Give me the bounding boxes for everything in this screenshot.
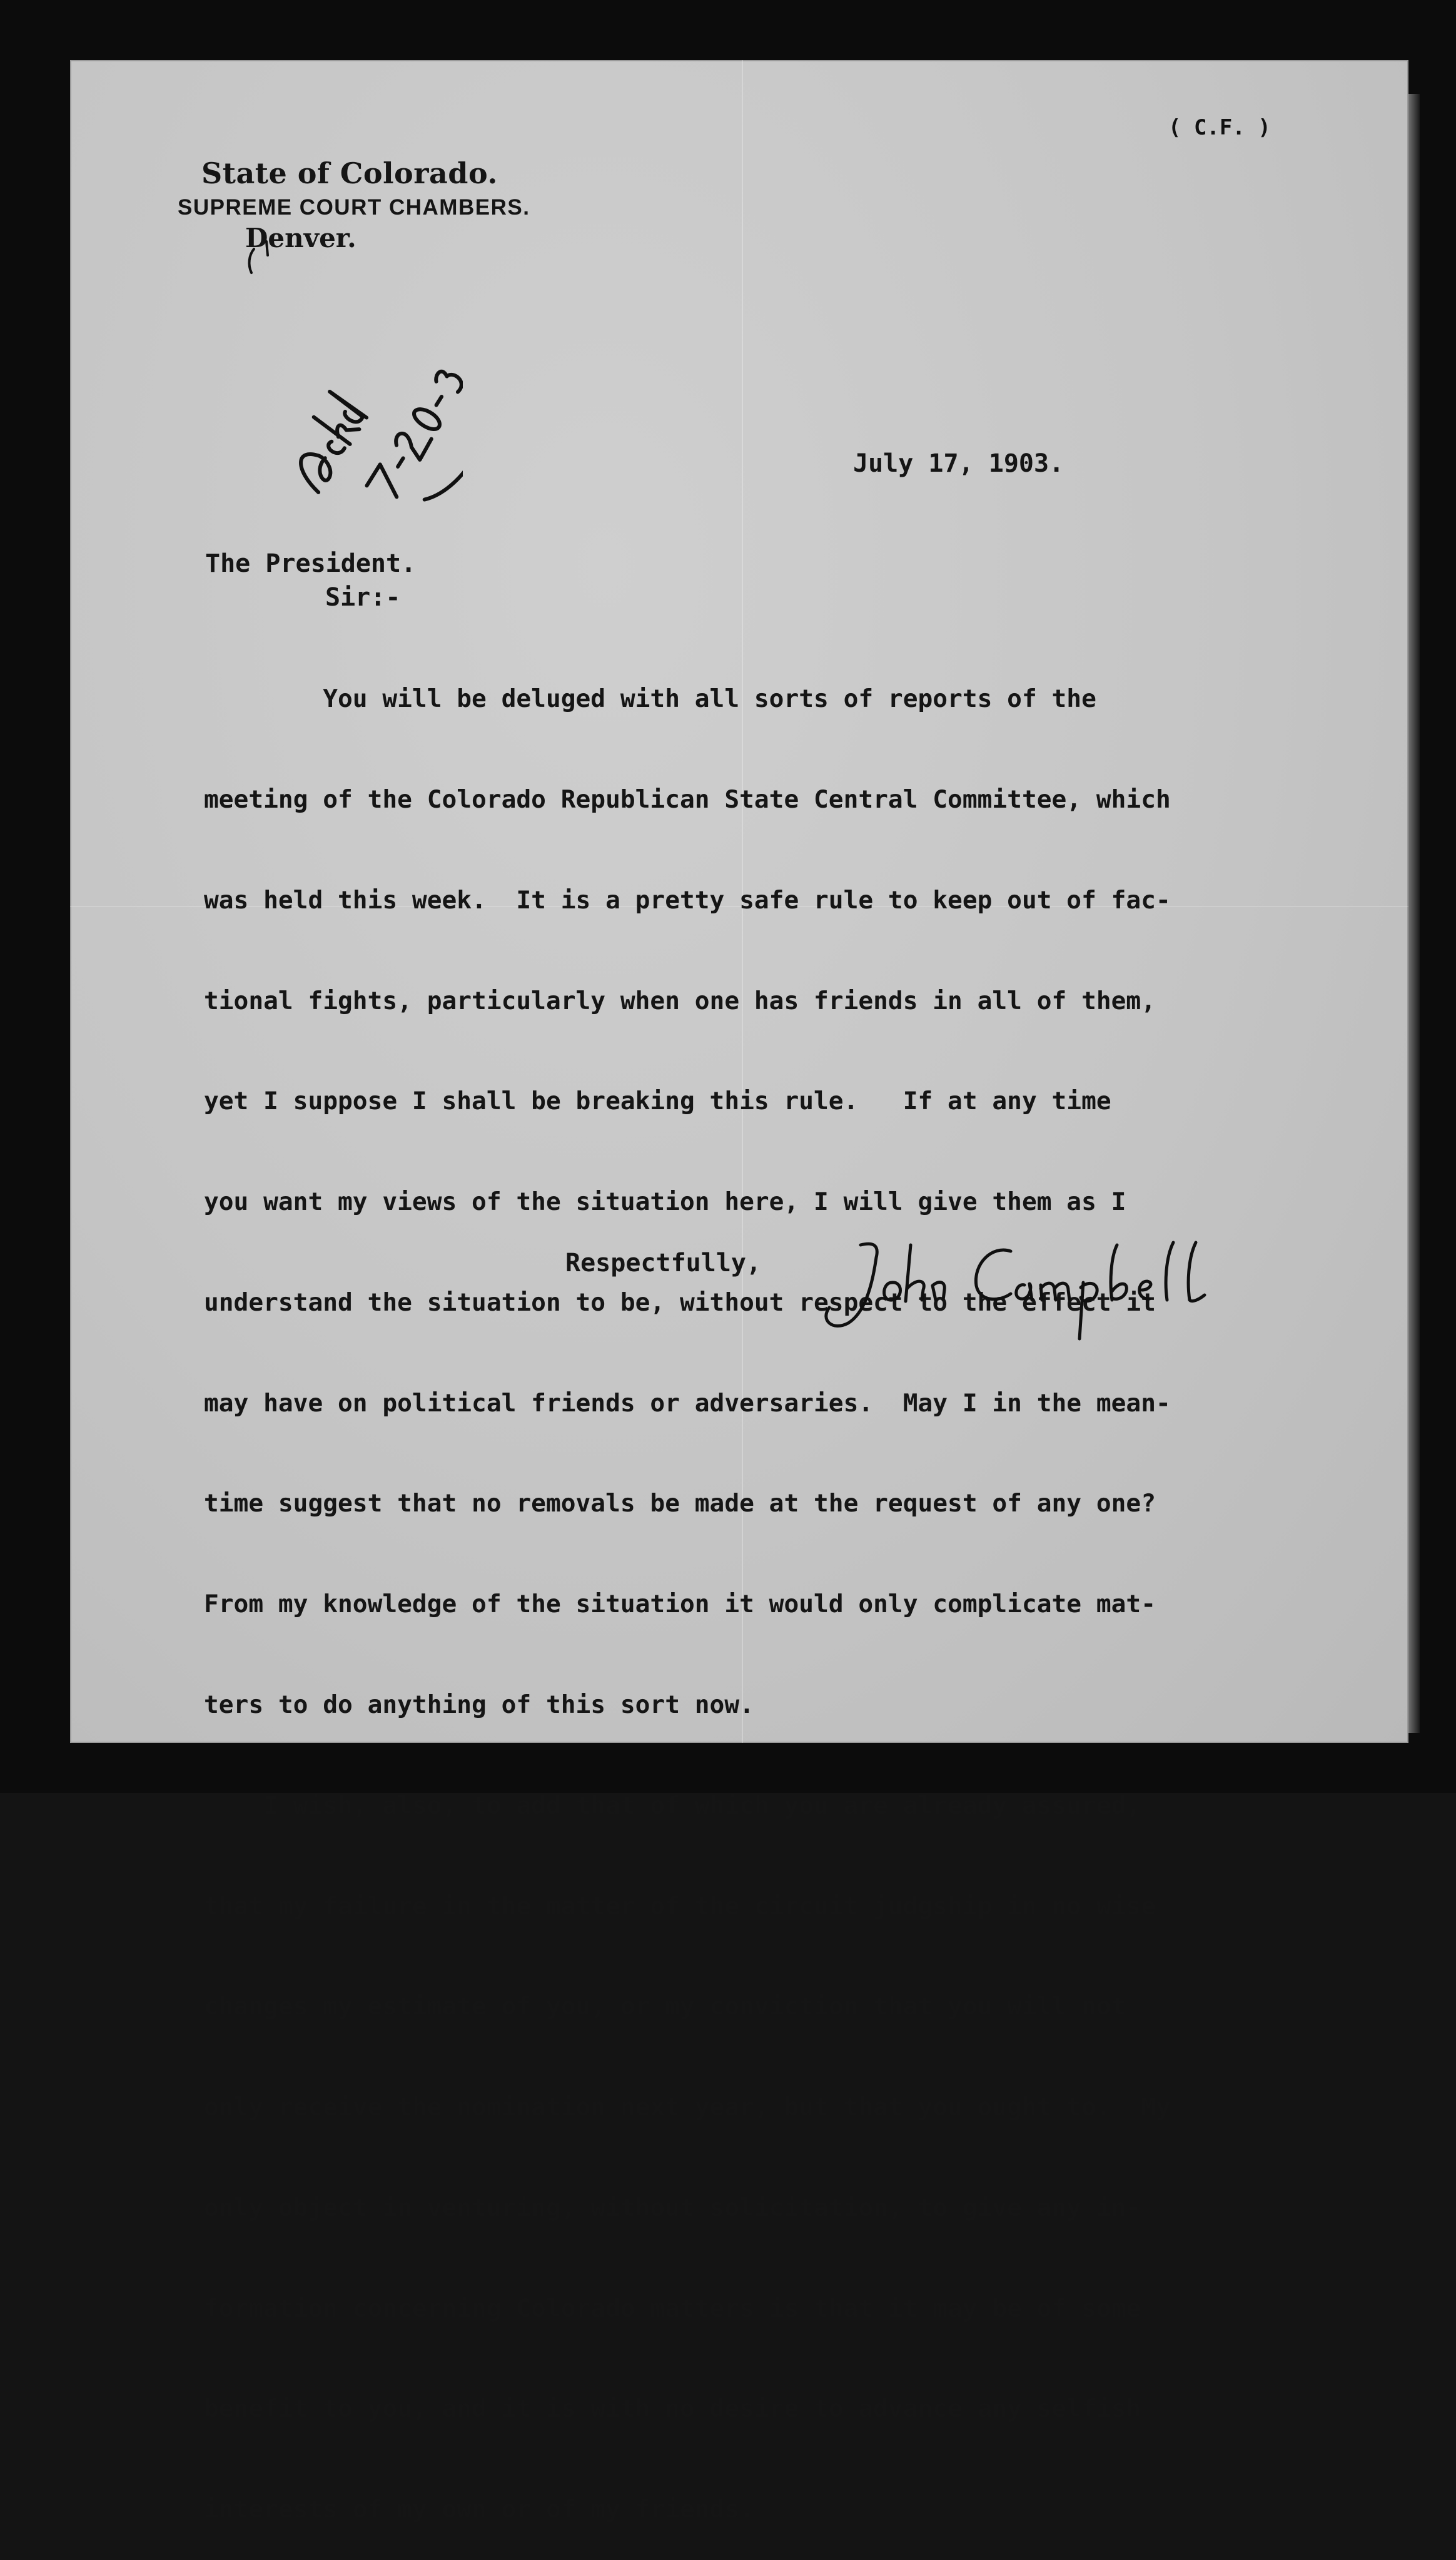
body-line: formation concerning Colorado matters is that it may be of some xyxy=(204,2293,1141,2323)
body-line: that my failure in the matter of the circuit judgship in no wise xyxy=(204,1891,1156,1921)
body-line: I wish, also, to add that of which you are already assured, xyxy=(204,1790,1141,1820)
greeting: Sir:- xyxy=(325,583,401,612)
body-line: only object in venturing, without solicitation, to give any in- xyxy=(204,2193,1141,2222)
body-line: may have on political friends or adversaries. May I in the mean- xyxy=(204,1388,1171,1418)
handwritten-acknowledgement xyxy=(238,275,463,513)
body-line: yet I suppose I shall be breaking this rule. If at any time xyxy=(204,1087,1111,1116)
reference-mark: ( C.F. ) xyxy=(1168,115,1271,140)
body-line: you want my views of the situation here, I will give them as I xyxy=(204,1187,1126,1217)
body-line: was held this week. It is a pretty safe rule to keep out of fac- xyxy=(204,885,1171,915)
signature xyxy=(804,1220,1286,1345)
body-line: only receive the nomination next year, but that you ought to. My xyxy=(204,2093,1171,2122)
letterhead-state: State of Colorado. xyxy=(201,156,498,190)
handwritten-tick-mark xyxy=(243,236,280,280)
body-line: understand the situation to be, without respect to the effect it xyxy=(204,1288,1156,1317)
closing: Respectfully, xyxy=(565,1249,762,1277)
body-line: interests of my own or of my friends. xyxy=(204,2495,754,2524)
body-line: benefit to you, and it is with no desire to advance any selfish xyxy=(204,2394,1141,2424)
body-line: tional fights, particularly when one has friends in all of them, xyxy=(204,986,1156,1015)
body-line: From my knowledge of the situation it would only complicate mat- xyxy=(204,1590,1156,1619)
body-line: ters to do anything of this sort now. xyxy=(204,1690,754,1719)
body-line: You will be deluged with all sorts of reports of the xyxy=(204,684,1096,714)
letterhead-city: Denver. xyxy=(245,223,356,253)
body-line: time suggest that no removals be made at the request of any one? xyxy=(204,1489,1156,1518)
letterhead-chambers: SUPREME COURT CHAMBERS. xyxy=(178,195,530,220)
addressee: The President. xyxy=(205,549,417,578)
letter-body xyxy=(204,616,1317,2560)
letter-date: July 17, 1903. xyxy=(853,449,1064,478)
body-line: changes my estimate of you, or my conviction that you will not xyxy=(204,1992,1126,2021)
body-line: meeting of the Colorado Republican State Central Committee, which xyxy=(204,785,1171,814)
